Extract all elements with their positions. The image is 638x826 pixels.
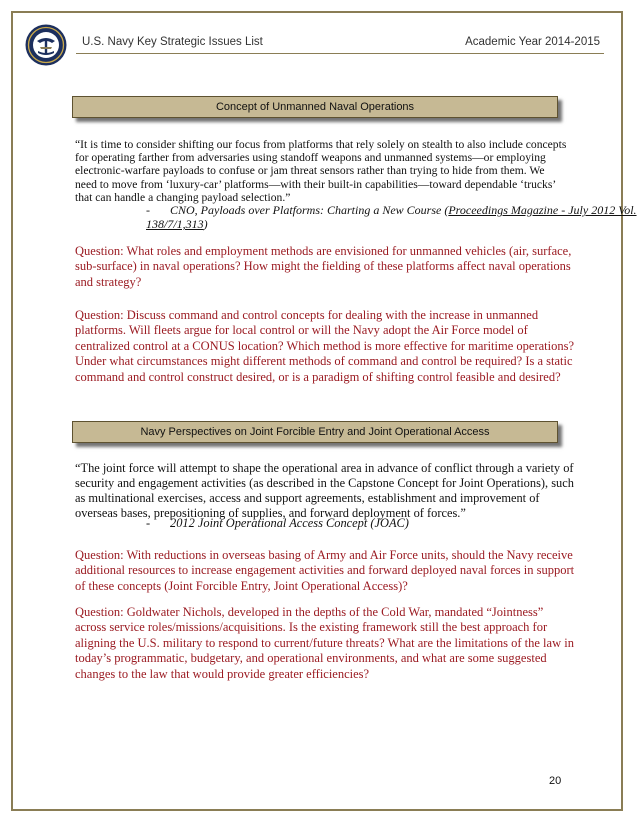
question-paragraph: Question: With reductions in overseas basing of Army and Air Force units, should the Navy receive additional resources to increase engagement activities and forward deployed naval forces in support of these concepts (Joint Forcible Entry, Joint Operational Access)? (75, 548, 575, 593)
citation-text: CNO, Payloads over Platforms: Charting a New Course ( (170, 203, 449, 217)
header-title: U.S. Navy Key Strategic Issues List (82, 36, 263, 48)
section-citation (146, 516, 409, 531)
section-banner-joint-forcible-entry: Navy Perspectives on Joint Forcible Entry and Joint Operational Access (72, 421, 558, 443)
question-paragraph: Question: Discuss command and control concepts for dealing with the increase in unmanned platforms. Will fleets argue for local control or will the Navy adopt the Air Force model of centralized control at a CONUS location? Which method is more effective for maritime operations? Under what circumstances might different methods of command and control be required? Is a static command and control construct desired, or is a paradigm of shifting control feasible and desired? (75, 308, 575, 384)
section-citation (146, 203, 638, 231)
question-paragraph: Question: Goldwater Nichols, developed in the depths of the Cold War, mandated “Jointness” across service roles/missions/acquisitions. Is the existing framework still the best approach for aligning the U.S. military to respond to current/future threats? What are the limitations of the law in today’s programmatic, budgetary, and operational environments, and what are some suggested changes to the law that would provide greater efficiencies? (75, 605, 574, 681)
header-academic-year: Academic Year 2014-2015 (465, 36, 600, 48)
question-paragraph: Question: What roles and employment methods are envisioned for unmanned vehicles (air, surface, sub-surface) in naval operations? How might the fielding of these platforms affect naval operations and strategy? (75, 244, 572, 289)
citation-dash: - (146, 516, 151, 530)
page-number: 20 (549, 775, 562, 787)
navy-seal-logo (25, 24, 67, 66)
citation-dash: - (146, 203, 150, 217)
page-border (11, 11, 623, 811)
section-quote: “It is time to consider shifting our focus from platforms that rely solely on stealth to also include concepts for operating farther from adversaries using standoff weapons and unmanned systems—or employing electronic-warfare payloads to confuse or jam threat sensors rather than trying to hide from them. We need to move from ‘luxury-car’ platforms—with their built-in capabilities—toward dependable ‘trucks’ that can handle a changing payload selection.” (75, 138, 567, 204)
section-quote: “The joint force will attempt to shape the operational area in advance of conflict through a variety of security and engagement activities (as described in the Capstone Concept for Joint Operations), such as multinational exercises, access and support agreements, establishment and improvement of overseas bases, prepositioning of supplies, and forward deployment of forces.” (75, 461, 574, 520)
header-divider (76, 53, 604, 54)
citation-text: 2012 Joint Operational Access Concept (JOAC) (170, 516, 409, 530)
citation-link[interactable]: Proceedings Magazine - July 2012 Vol. 138/7/1,313 (146, 203, 637, 231)
section-banner-unmanned-naval-operations: Concept of Unmanned Naval Operations (72, 96, 558, 118)
citation-close: ) (203, 217, 208, 231)
